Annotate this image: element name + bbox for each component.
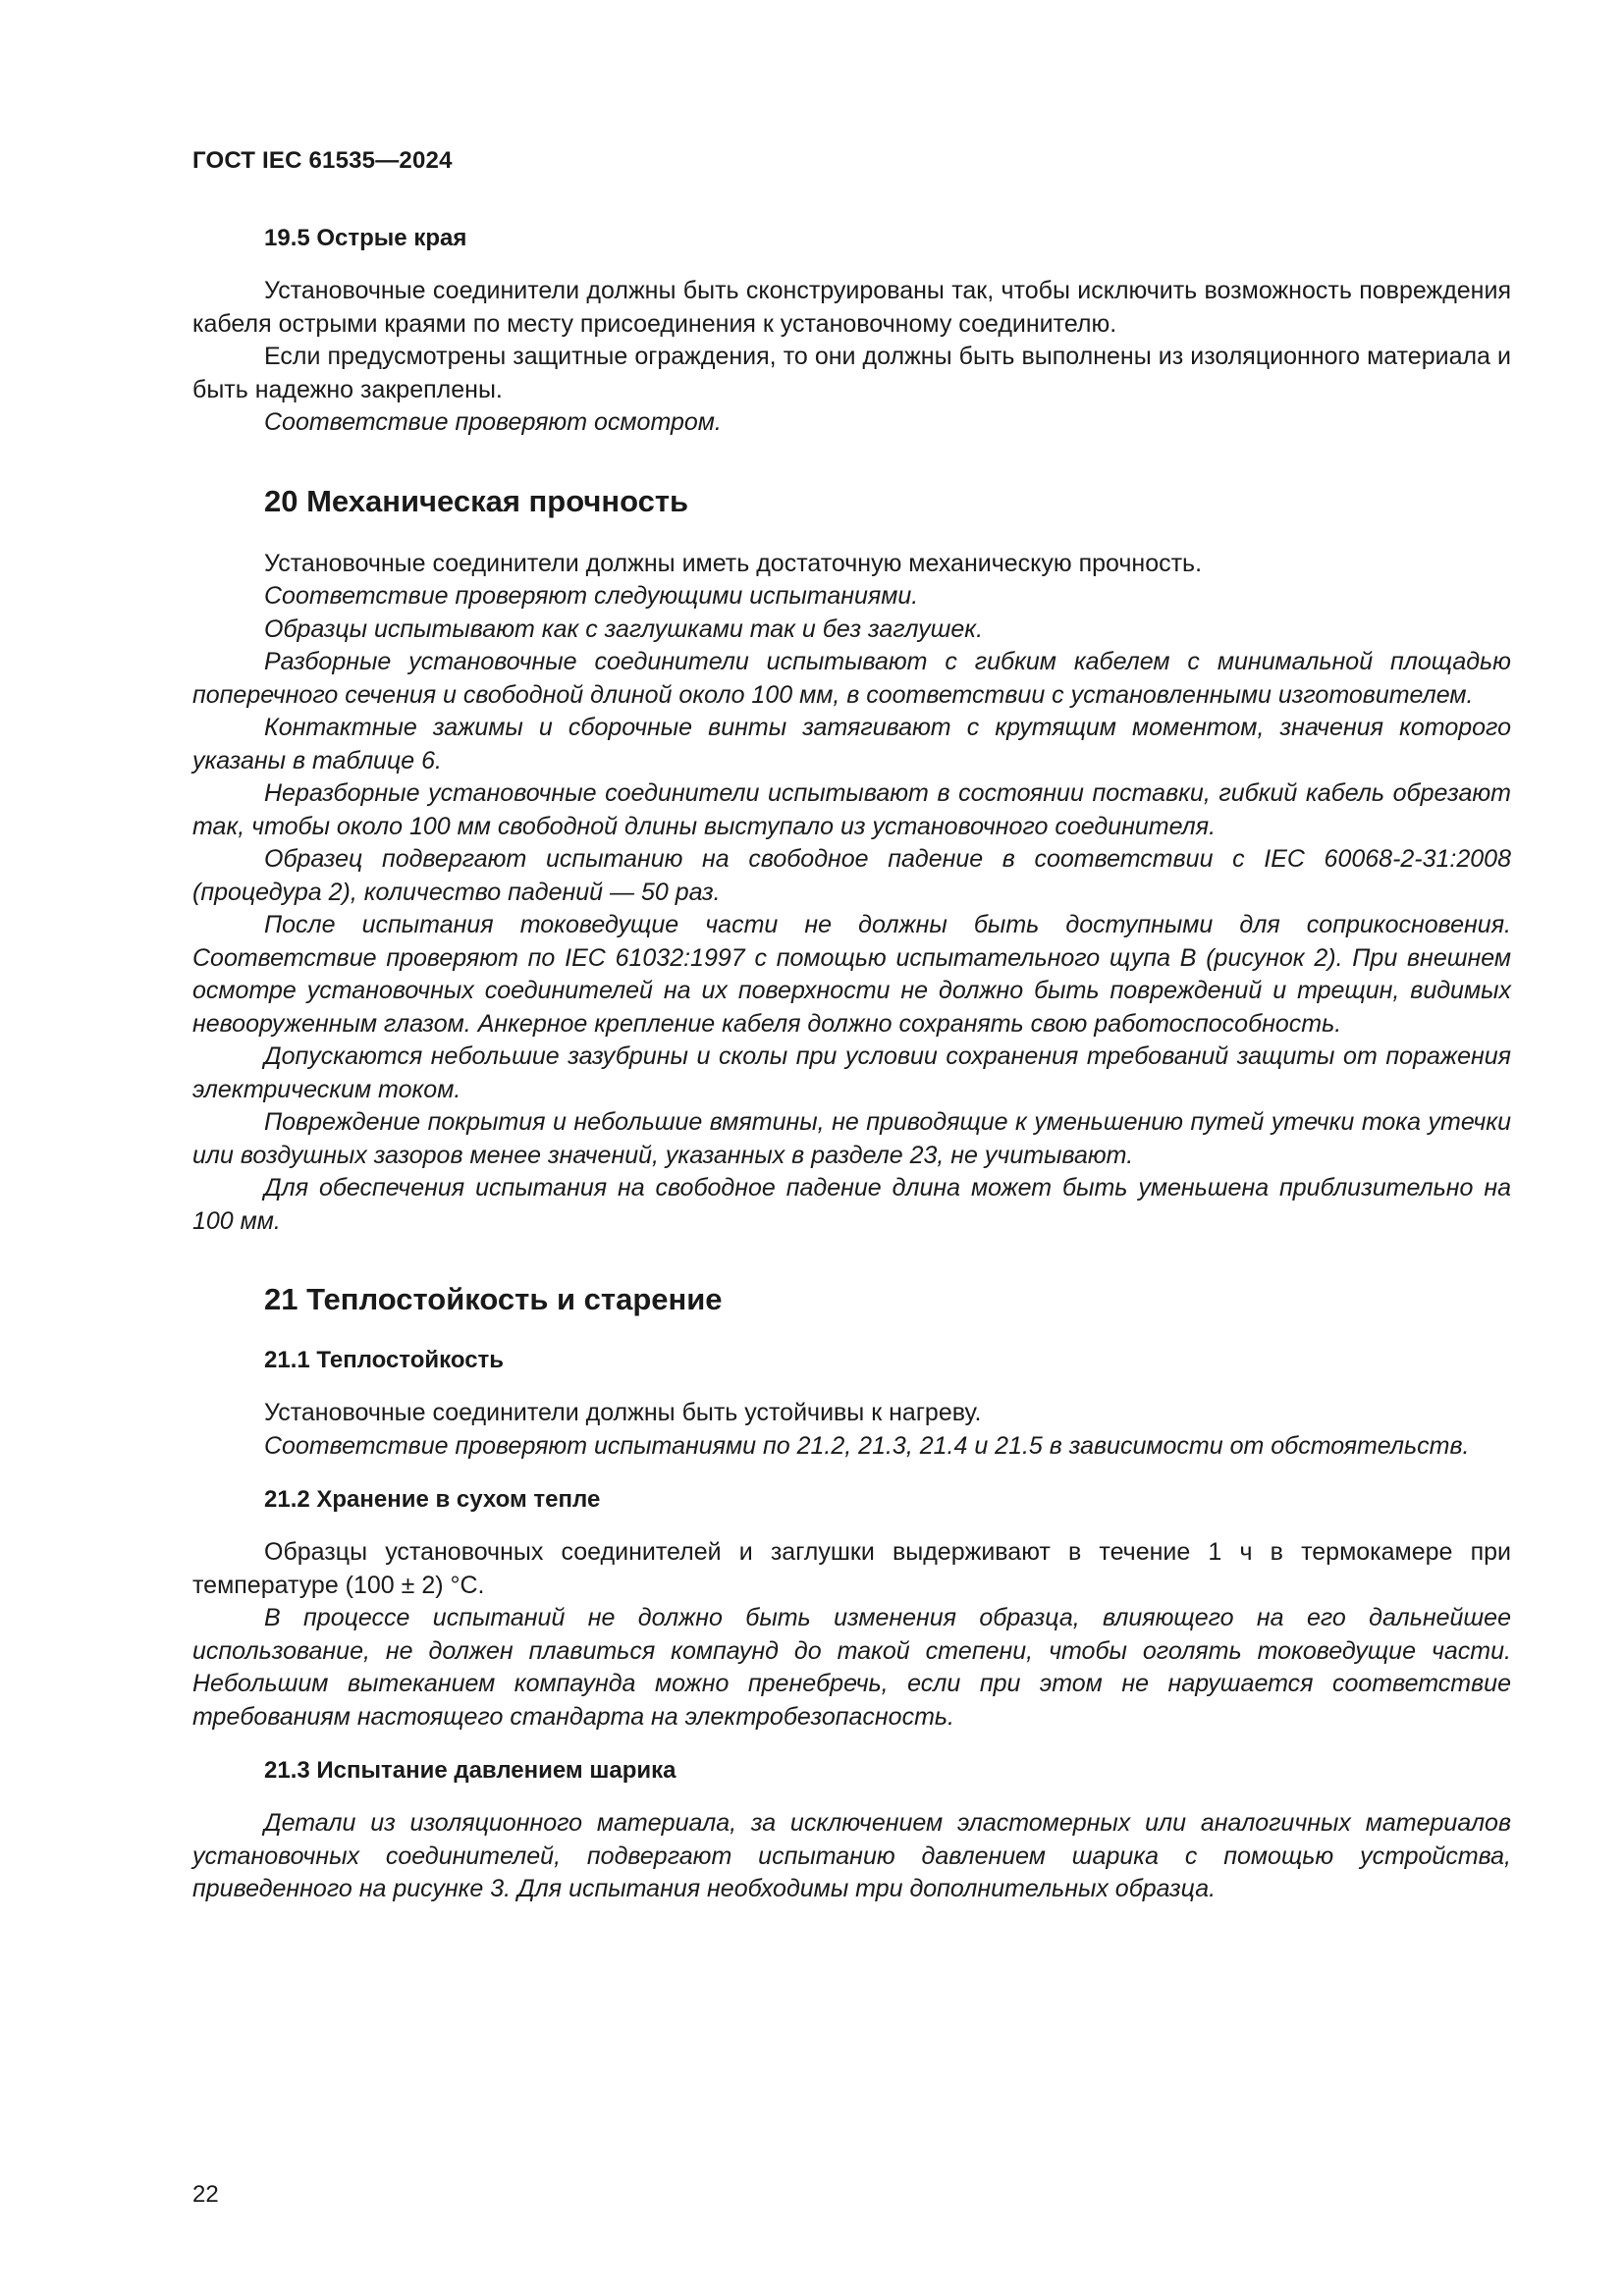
- paragraph: Образцы установочных соединителей и заглушки выдерживают в течение 1 ч в термокамере при температуре (100 ± 2) °С.: [192, 1538, 1511, 1599]
- paragraph: Соответствие проверяют осмотром.: [264, 408, 722, 436]
- page-number: 22: [192, 2181, 219, 2208]
- section-19-5-title: 19.5 Острые края: [264, 225, 467, 251]
- paragraph: Соответствие проверяют следующими испытаниями.: [264, 582, 919, 610]
- paragraph: Установочные соединители должны быть сконструированы так, чтобы исключить возможность повреждения кабеля острыми краями по месту присоединения к установочному соединителю.: [192, 277, 1511, 338]
- paragraph: Допускаются небольшие зазубрины и сколы при условии сохранения требований защиты от поражения электрическим током.: [192, 1042, 1511, 1103]
- paragraph: Неразборные установочные соединители испытывают в состоянии поставки, гибкий кабель обрезают так, чтобы около 100 мм свободной длины выступало из установочного соединителя.: [192, 779, 1511, 840]
- paragraph: Детали из изоляционного материала, за исключением эластомерных или аналогичных материалов установочных соединителей, подвергают испытанию давлением шарика с помощью устройства, приведенного на рисунке 3. Для испытания необходимы три дополнительных образца.: [192, 1809, 1511, 1902]
- section-21-title: 21 Теплостойкость и старение: [264, 1282, 723, 1316]
- paragraph: Образец подвергают испытанию на свободное падение в соответствии с IEC 60068-2-31:2008 (процедура 2), количество падений — 50 раз.: [192, 845, 1511, 906]
- paragraph: Повреждение покрытия и небольшие вмятины, не приводящие к уменьшению путей утечки тока утечки или воздушных зазоров менее значений, указанных в разделе 23, не учитывают.: [192, 1108, 1511, 1169]
- paragraph: В процессе испытаний не должно быть изменения образца, влияющего на его дальнейшее использование, не должен плавиться компаунд до такой степени, чтобы оголять токоведущие части. Небольшим вытеканием компаунда можно пренебречь, если при этом не нарушается соответствие требованиям настоящего стандарта на электробезопасность.: [192, 1604, 1511, 1731]
- section-21-3-title: 21.3 Испытание давлением шарика: [264, 1757, 677, 1784]
- paragraph: Установочные соединители должны быть устойчивы к нагреву.: [264, 1399, 982, 1426]
- paragraph: Если предусмотрены защитные ограждения, то они должны быть выполнены из изоляционного материала и быть надежно закреплены.: [192, 343, 1511, 403]
- section-20-title: 20 Механическая прочность: [264, 483, 689, 518]
- section-21-1-title: 21.1 Теплостойкость: [264, 1347, 505, 1373]
- paragraph: Для обеспечения испытания на свободное падение длина может быть уменьшена приблизительно на 100 мм.: [192, 1174, 1511, 1235]
- section-21-2-title: 21.2 Хранение в сухом тепле: [264, 1486, 601, 1513]
- paragraph: После испытания токоведущие части не должны быть доступными для соприкосновения. Соответствие проверяют по IEC 61032:1997 с помощью испытательного щупа В (рисунок 2). При внешнем осмотре установочных соединителей на их поверхности не должно быть повреждений и трещин, видимых невооруженным глазом. Анкерное крепление кабеля должно сохранять свою работоспособность.: [192, 911, 1511, 1038]
- page-content: [192, 224, 1511, 1906]
- paragraph: Образцы испытывают как с заглушками так и без заглушек.: [264, 614, 984, 643]
- document-id: ГОСТ IEC 61535—2024: [192, 147, 453, 174]
- paragraph: Соответствие проверяют испытаниями по 21.2, 21.3, 21.4 и 21.5 в зависимости от обстоятельств.: [264, 1431, 1470, 1460]
- paragraph: Установочные соединители должны иметь достаточную механическую прочность.: [264, 549, 1203, 577]
- paragraph: Разборные установочные соединители испытывают с гибким кабелем с минимальной площадью поперечного сечения и свободной длиной около 100 мм, в соответствии с установленными изготовителем.: [192, 648, 1511, 709]
- paragraph: Контактные зажимы и сборочные винты затягивают с крутящим моментом, значения которого указаны в таблице 6.: [192, 714, 1511, 774]
